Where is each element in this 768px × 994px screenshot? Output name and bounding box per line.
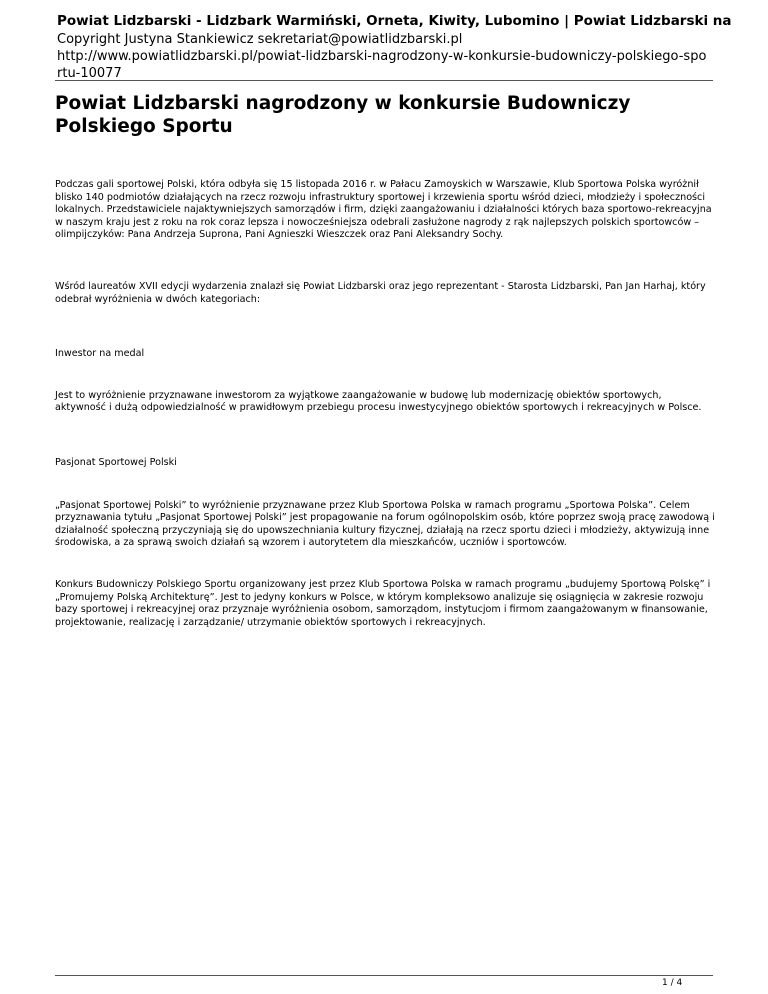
paragraph-inwestor: Jest to wyróżnienie przyznawane inwestorom za wyjątkowe zaangażowanie w budowę lub modernizację obiektów sportowych, aktywność i dużą odpowiedzialność w prawidłowym przebiegu procesu inwestycyjnego obiektów sportowych i rekreacyjnych w Polsce.	[55, 389, 702, 414]
article-title: Powiat Lidzbarski nagrodzony w konkursie Budowniczy Polskiego Sportu	[55, 93, 631, 137]
category-heading-pasjonat: Pasjonat Sportowej Polski	[55, 456, 177, 468]
article	[55, 92, 715, 629]
copyright-line: Copyright Justyna Stankiewicz sekretariat@powiatlidzbarski.pl	[57, 32, 463, 47]
paragraph-konkurs: Konkurs Budowniczy Polskiego Sportu organizowany jest przez Klub Sportowa Polska w ramach programu „budujemy Sportową Polskę” i „Promujemy Polską Architekturę”. Jest to jedyny konkurs w Polsce, w którym kompleksowo analizuje się osiągnięcia w zakresie rozwoju bazy sportowej i rekreacyjnej oraz przyznaje wyróżnienia osobom, samorządom, instytucjom i firmom zaangażowanym w finansowanie, projektowanie, realizację i zarządzanie/ utrzymanie obiektów sportowych i rekreacyjnych.	[55, 578, 711, 628]
footer-divider	[55, 975, 713, 976]
paragraph-intro: Podczas gali sportowej Polski, która odbyła się 15 listopada 2016 r. w Pałacu Zamoyskich w Warszawie, Klub Sportowa Polska wyróżnił blisko 140 podmiotów działających na rzecz rozwoju infrastruktury sportowej i krzewienia sportu wśród dzieci, młodzieży i społeczności lokalnych. Przedstawiciele najaktywniejszych samorządów i firm, dzięki zaangażowaniu i działalności których baza sportowo-rekreacyjna w naszym kraju jest z roku na rok coraz lepsza i nowocześniejsza odebrali zasłużone nagrody z rąk najlepszych polskich sportowców – olimpijczyków: Pana Andrzeja Suprona, Pani Agnieszki Wieszczek oraz Pani Aleksandry Sochy.	[55, 179, 712, 241]
paragraph-pasjonat: „Pasjonat Sportowej Polski” to wyróżnienie przyznawane przez Klub Sportowa Polska w ramach programu „Sportowa Polska”. Celem przyznawania tytułu „Pasjonat Sportowej Polski” jest propagowanie na forum ogólnopolskim osób, które poprzez swoją pracę zawodową i działalność społeczną przyczyniają się do upowszechniania kultury fizycznej, działają na rzecz sportu dzieci i młodzieży, aktywizują inne środowiska, a za sprawą swoich działań są wzorem i autorytetem dla mieszkańców, uczniów i sportowców.	[55, 499, 715, 549]
paragraph-laureates: Wśród laureatów XVII edycji wydarzenia znalazł się Powiat Lidzbarski oraz jego reprezentant - Starosta Lidzbarski, Pan Jan Harhaj, który odebrał wyróżnienia w dwóch kategoriach:	[55, 280, 706, 305]
header-divider	[55, 80, 713, 81]
page-number: 1 / 4	[662, 978, 683, 988]
url-line-2: rtu-10077	[57, 66, 122, 81]
page-header	[57, 12, 768, 82]
category-heading-inwestor: Inwestor na medal	[55, 348, 145, 360]
site-title: Powiat Lidzbarski - Lidzbark Warmiński, Orneta, Kiwity, Lubomino | Powiat Lidzbarski na	[57, 13, 732, 29]
url-line-1: http://www.powiatlidzbarski.pl/powiat-lidzbarski-nagrodzony-w-konkursie-budowniczy-polskiego-spo	[57, 49, 707, 64]
